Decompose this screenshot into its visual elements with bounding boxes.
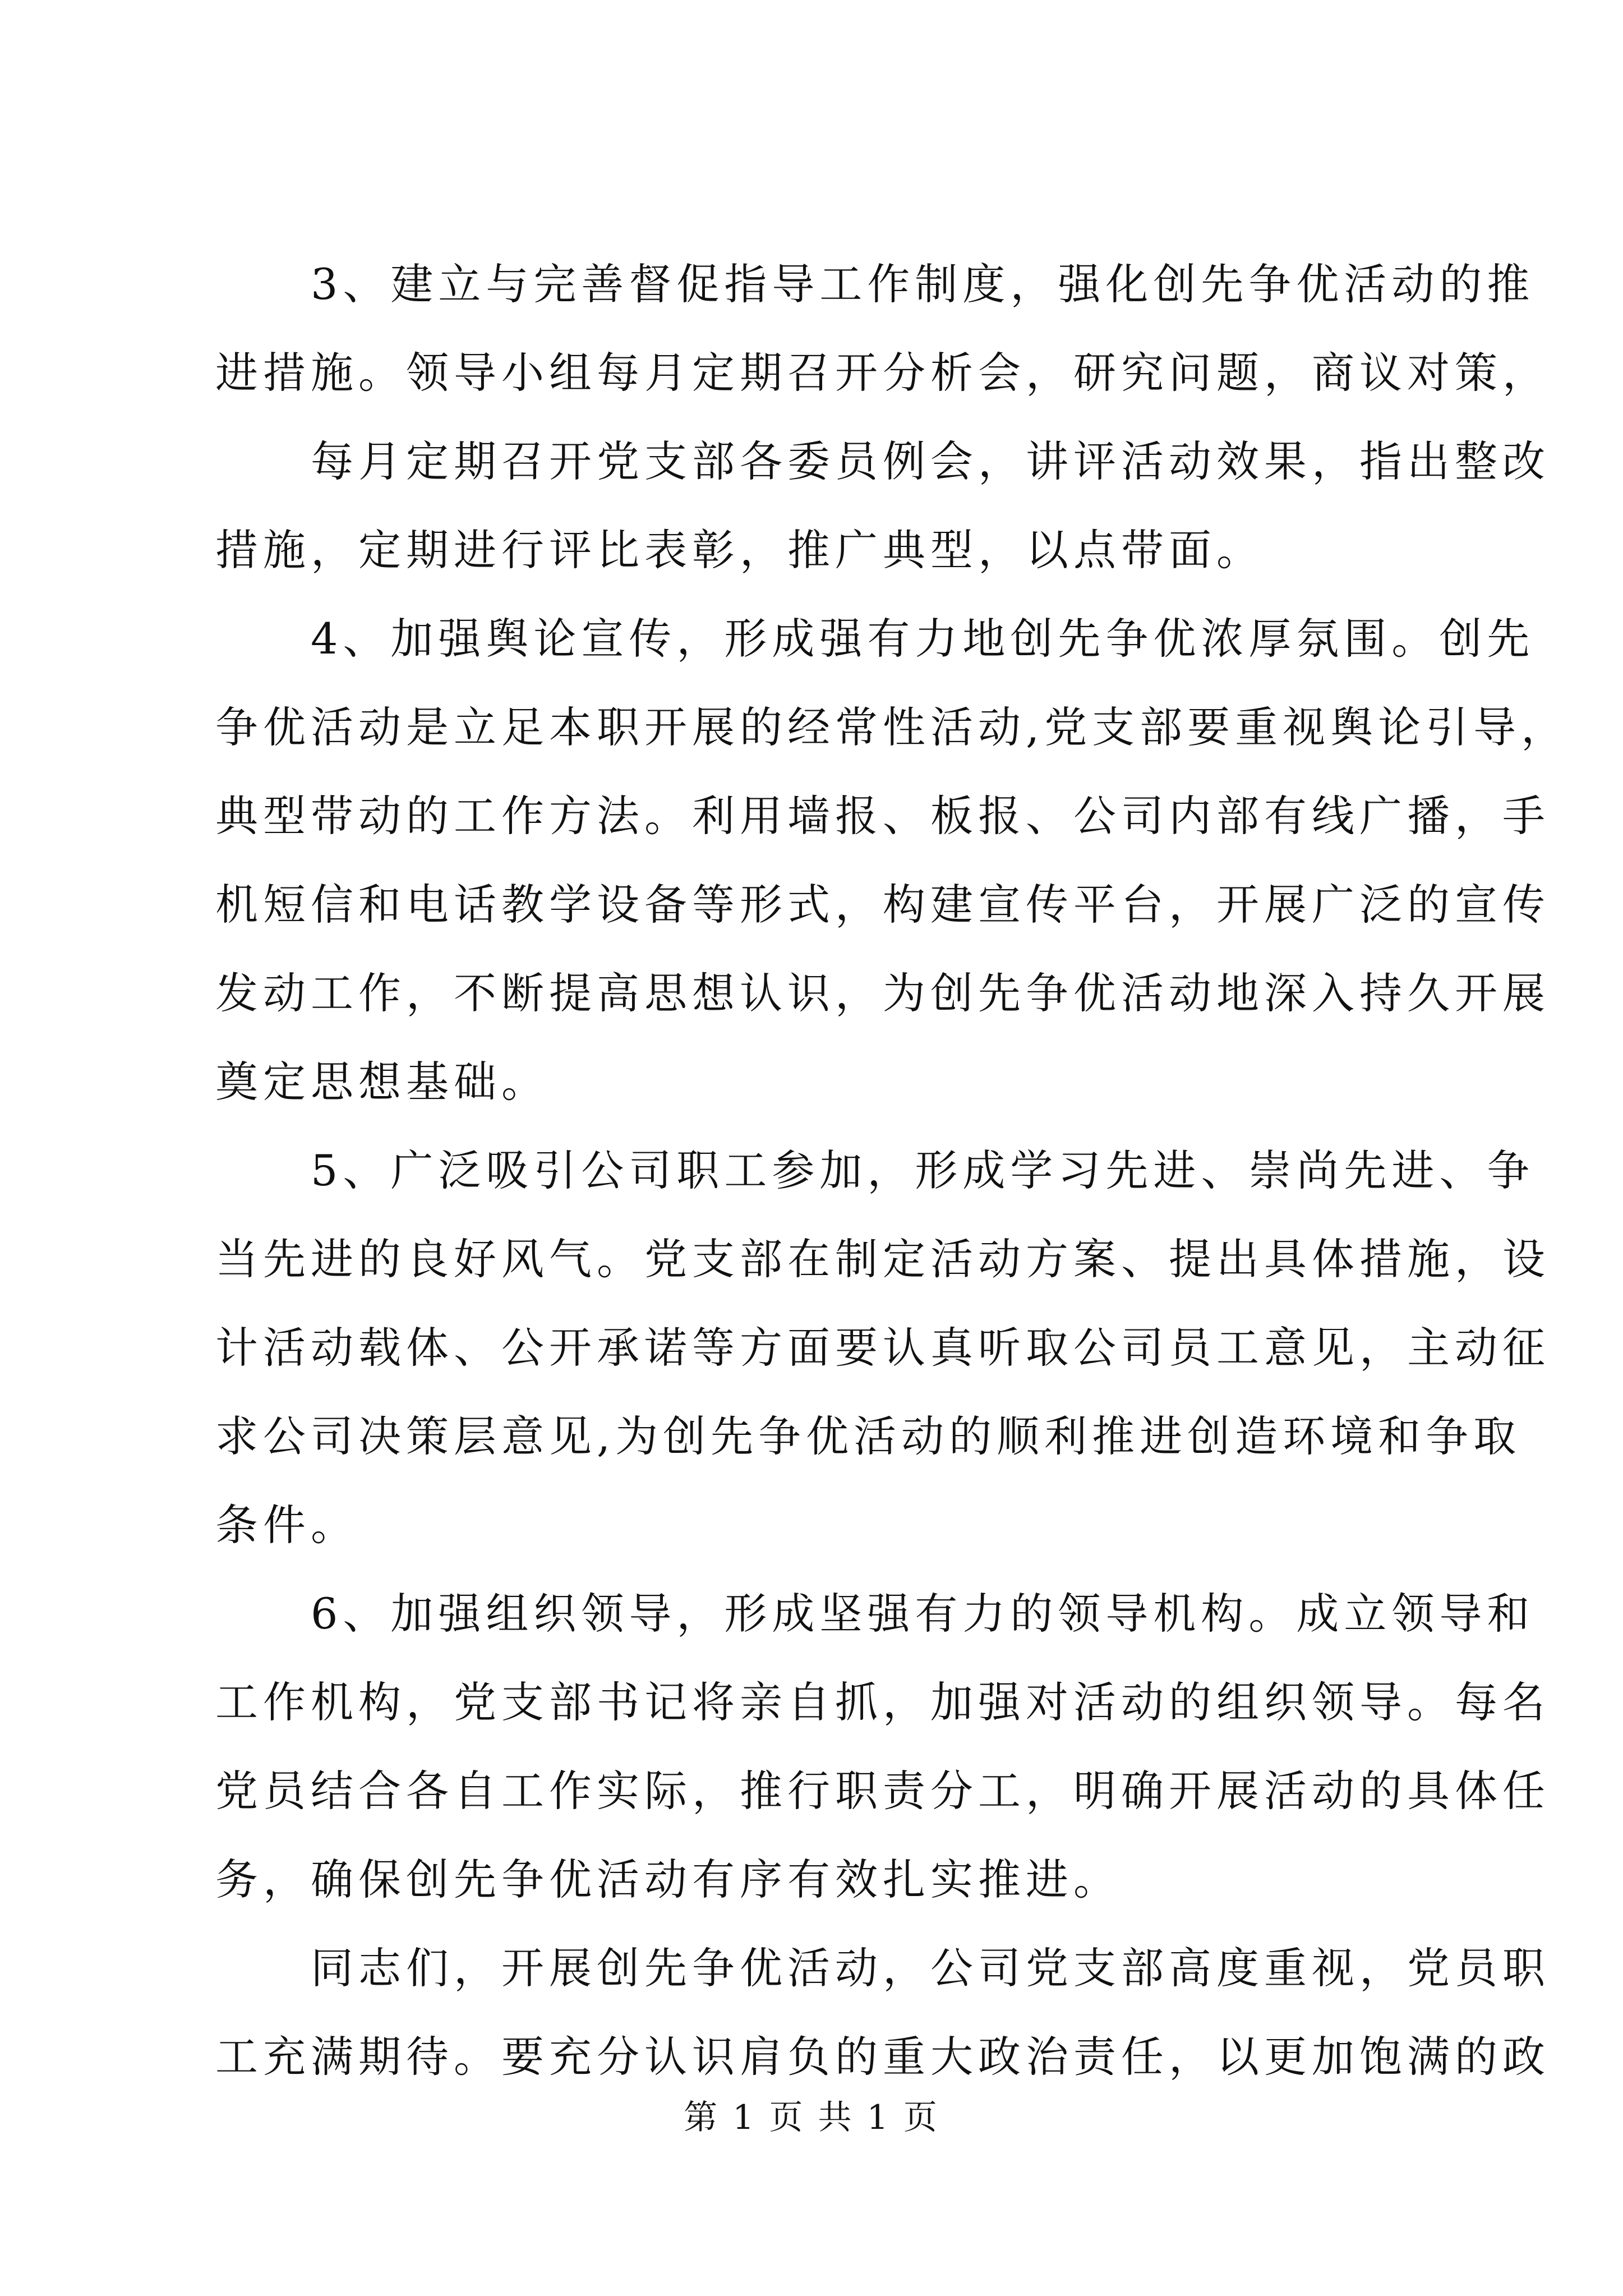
document-line: 5、广泛吸引公司职工参加，形成学习先进、崇尚先进、争 xyxy=(311,1145,1535,1195)
document-line: 奠定思想基础。 xyxy=(215,1057,549,1107)
document-line: 当先进的良好风气。党支部在制定活动方案、提出具体措施，设 xyxy=(215,1234,1550,1284)
document-line: 党员结合各自工作实际，推行职责分工，明确开展活动的具体任 xyxy=(215,1766,1550,1816)
document-line: 同志们，开展创先争优活动，公司党支部高度重视，党员职 xyxy=(311,1943,1550,1993)
page-footer xyxy=(0,2095,1623,2140)
document-line: 机短信和电话教学设备等形式，构建宣传平台，开展广泛的宣传 xyxy=(215,880,1550,930)
document-line: 务，确保创先争优活动有序有效扎实推进。 xyxy=(215,1855,1121,1904)
document-line: 每月定期召开党支部各委员例会，讲评活动效果，指出整改 xyxy=(311,436,1550,486)
document-line: 4、加强舆论宣传，形成强有力地创先争优浓厚氛围。创先 xyxy=(311,614,1535,664)
document-line: 工充满期待。要充分认识肩负的重大政治责任，以更加饱满的政 xyxy=(215,2032,1550,2082)
document-line: 条件。 xyxy=(215,1500,358,1550)
document-line: 发动工作，不断提高思想认识，为创先争优活动地深入持久开展 xyxy=(215,968,1550,1018)
document-line: 6、加强组织领导，形成坚强有力的领导机构。成立领导和 xyxy=(311,1589,1535,1639)
document-line: 求公司决策层意见,为创先争优活动的顺利推进创造环境和争取 xyxy=(215,1411,1521,1461)
page-number-label: 第 1 页 共 1 页 xyxy=(684,2098,939,2137)
document-line: 措施，定期进行评比表彰，推广典型，以点带面。 xyxy=(215,525,1264,575)
document-line: 工作机构，党支部书记将亲自抓，加强对活动的组织领导。每名 xyxy=(215,1677,1550,1727)
document-line: 计活动载体、公开承诺等方面要认真听取公司员工意见，主动征 xyxy=(215,1323,1550,1373)
document-line: 典型带动的工作方法。利用墙报、板报、公司内部有线广播，手 xyxy=(215,791,1550,841)
document-line: 争优活动是立足本职开展的经常性活动,党支部要重视舆论引导， xyxy=(215,702,1569,752)
document-body xyxy=(215,240,1569,2101)
document-line: 3、建立与完善督促指导工作制度，强化创先争优活动的推 xyxy=(311,259,1535,309)
document-line: 进措施。领导小组每月定期召开分析会，研究问题，商议对策， xyxy=(215,348,1550,398)
